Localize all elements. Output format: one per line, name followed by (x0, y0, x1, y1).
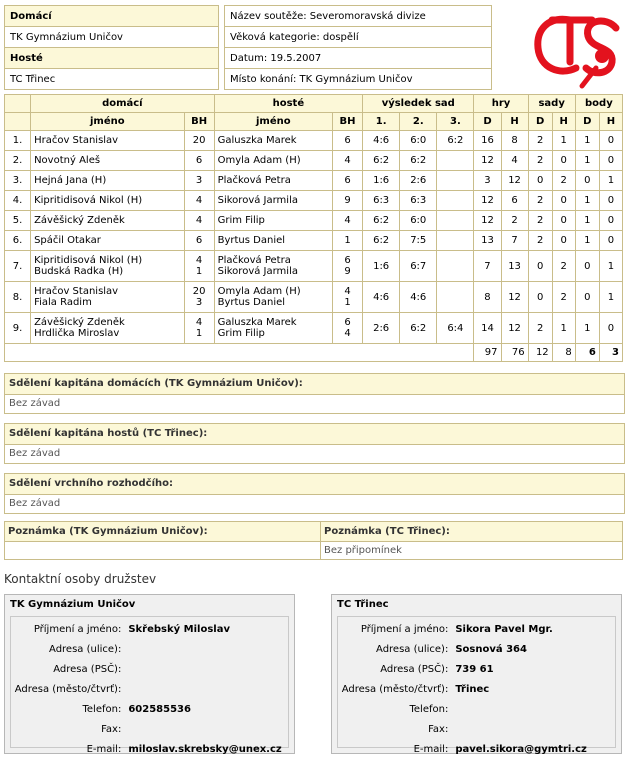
away-rank-line: 6 (344, 175, 351, 186)
set3-score (437, 251, 474, 282)
contact-label-fax: Fax: (101, 723, 122, 735)
home-player (31, 171, 184, 191)
away-rank-line: 6 (344, 317, 351, 328)
set3-score (437, 231, 474, 251)
home-rank (184, 282, 214, 313)
away-rank-line: 6 (344, 135, 351, 146)
total-points-h: 3 (599, 344, 622, 362)
match-number: 8. (5, 282, 31, 313)
match-number: 5. (5, 211, 31, 231)
results-table (4, 94, 623, 362)
subheader-away-name: jméno (214, 113, 332, 131)
home-contact-phone: 602585536 (128, 703, 191, 715)
set1-score: 1:6 (363, 171, 400, 191)
points-home: 1 (575, 211, 599, 231)
set2-score: 6:2 (400, 313, 437, 344)
home-player-line: Závěšický Zdeněk (34, 317, 125, 328)
games-home: 12 (474, 151, 501, 171)
teams-panel (4, 5, 219, 90)
subheader-home-name: jméno (31, 113, 184, 131)
away-player-line: Grim Filip (217, 215, 265, 226)
sets-home: 2 (528, 211, 552, 231)
home-rank-line: 4 (195, 317, 203, 328)
points-home: 0 (575, 251, 599, 282)
games-home: 13 (474, 231, 501, 251)
away-player-line: Grim Filip (217, 328, 265, 339)
points-away: 0 (599, 231, 622, 251)
set3-score (437, 211, 474, 231)
contact-label-phone: Telefon: (409, 703, 449, 715)
points-home: 1 (575, 313, 599, 344)
total-points-d: 6 (575, 344, 599, 362)
set2-score: 7:5 (400, 231, 437, 251)
home-player-line: Fiala Radim (34, 297, 92, 308)
header-home: domácí (31, 95, 215, 113)
contact-label-zip: Adresa (PSČ): (53, 663, 122, 675)
home-player (31, 191, 184, 211)
games-away: 13 (501, 251, 528, 282)
games-away: 12 (501, 282, 528, 313)
away-rank (332, 151, 362, 171)
header-set-results: výsledek sad (363, 95, 474, 113)
table-row (5, 171, 623, 191)
set2-score: 6:2 (400, 151, 437, 171)
contact-label-zip: Adresa (PSČ): (380, 663, 449, 675)
set3-score (437, 151, 474, 171)
total-sets-d: 12 (528, 344, 552, 362)
away-contact-fax (454, 719, 615, 739)
sets-away: 0 (552, 151, 575, 171)
away-rank-line: 1 (344, 297, 351, 308)
away-player-line: Byrtus Daniel (217, 235, 286, 246)
home-player-line: Hračov Stanislav (34, 135, 119, 146)
home-rank-line: 3 (195, 297, 203, 308)
away-player (214, 282, 332, 313)
header-points: body (575, 95, 622, 113)
contact-label-name: Příjmení a jméno: (360, 623, 449, 635)
away-rank (332, 313, 362, 344)
away-player (214, 313, 332, 344)
sets-home: 2 (528, 231, 552, 251)
away-contact-phone (454, 699, 615, 719)
table-row (5, 313, 623, 344)
table-row (5, 251, 623, 282)
away-note-body: Bez připomínek (321, 542, 623, 560)
table-row (5, 151, 623, 171)
home-contact-zip (127, 659, 288, 679)
sets-home: 2 (528, 151, 552, 171)
sets-home: 2 (528, 191, 552, 211)
away-team: TC Třinec (5, 69, 219, 90)
away-contact-street: Sosnová 364 (455, 643, 527, 655)
set3-score (437, 171, 474, 191)
total-sets-h: 8 (552, 344, 575, 362)
away-player-line: Omyla Adam (H) (217, 286, 301, 297)
games-away: 8 (501, 131, 528, 151)
referee-message-title: Sdělení vrchního rozhodčího: (5, 474, 624, 494)
home-note-title: Poznámka (TK Gymnázium Uničov): (5, 522, 321, 542)
games-away: 12 (501, 171, 528, 191)
points-away: 0 (599, 131, 622, 151)
sets-home: 0 (528, 251, 552, 282)
away-player-line: Galuszka Marek (217, 317, 297, 328)
venue: Místo konání: TK Gymnázium Uničov (225, 69, 492, 90)
home-player-line: Hračov Stanislav (34, 286, 119, 297)
away-rank-line: 4 (344, 286, 351, 297)
home-rank-line: 6 (195, 235, 203, 246)
home-player-line: Kipritidisová Nikol (H) (34, 195, 143, 206)
subheader-points-d: D (575, 113, 599, 131)
away-rank-line: 4 (344, 155, 351, 166)
match-info-panel (224, 5, 492, 90)
home-contact-email: miloslav.skrebsky@unex.cz (128, 743, 282, 755)
away-rank (332, 191, 362, 211)
set3-score: 6:2 (437, 131, 474, 151)
home-rank (184, 131, 214, 151)
games-away: 7 (501, 231, 528, 251)
set1-score: 6:3 (363, 191, 400, 211)
referee-message (4, 473, 625, 514)
away-rank-line: 9 (344, 195, 351, 206)
sets-home: 2 (528, 131, 552, 151)
home-team: TK Gymnázium Uničov (5, 27, 219, 48)
home-player (31, 282, 184, 313)
home-player-line: Hrdlička Miroslav (34, 328, 120, 339)
away-player (214, 131, 332, 151)
set2-score: 6:0 (400, 211, 437, 231)
games-away: 2 (501, 211, 528, 231)
home-note-body (5, 542, 321, 560)
home-rank (184, 313, 214, 344)
home-rank (184, 191, 214, 211)
points-away: 1 (599, 171, 622, 191)
set2-score: 6:3 (400, 191, 437, 211)
table-row (5, 211, 623, 231)
away-rank (332, 282, 362, 313)
set1-score: 1:6 (363, 251, 400, 282)
table-row (5, 191, 623, 211)
set1-score: 4:6 (363, 282, 400, 313)
totals-row (5, 344, 623, 362)
club-logo-icon (530, 6, 624, 90)
away-captain-message-title: Sdělení kapitána hostů (TC Třinec): (5, 424, 624, 444)
notes-table (4, 521, 623, 560)
away-player (214, 211, 332, 231)
home-contact-street (127, 639, 288, 659)
games-away: 12 (501, 313, 528, 344)
home-rank (184, 211, 214, 231)
set2-score: 2:6 (400, 171, 437, 191)
home-rank-line: 20 (192, 135, 206, 146)
subheader-sets-h: H (552, 113, 575, 131)
match-number: 9. (5, 313, 31, 344)
away-rank (332, 231, 362, 251)
points-away: 0 (599, 191, 622, 211)
subheader-set1: 1. (363, 113, 400, 131)
match-date: Datum: 19.5.2007 (225, 48, 492, 69)
points-home: 1 (575, 231, 599, 251)
away-contact-zip: 739 61 (455, 663, 494, 675)
away-contact-team: TC Třinec (337, 599, 389, 610)
age-category: Věková kategorie: dospělí (225, 27, 492, 48)
contact-label-city: Adresa (město/čtvrť): (341, 683, 449, 695)
away-note-title: Poznámka (TC Třinec): (321, 522, 623, 542)
away-captain-message-body: Bez závad (5, 444, 624, 463)
points-home: 1 (575, 131, 599, 151)
contact-label-fax: Fax: (428, 723, 449, 735)
subheader-away-bh: BH (332, 113, 362, 131)
home-player-line: Spáčil Otakar (34, 235, 101, 246)
away-player-line: Sikorová Jarmila (217, 195, 298, 206)
sets-away: 2 (552, 282, 575, 313)
home-player-line: Závěšický Zdeněk (34, 215, 125, 226)
home-rank (184, 171, 214, 191)
sets-home: 0 (528, 171, 552, 191)
away-player (214, 191, 332, 211)
total-games-d: 97 (474, 344, 501, 362)
subheader-points-h: H (599, 113, 622, 131)
competition: Název soutěže: Severomoravská divize (225, 6, 492, 27)
away-player-line: Byrtus Daniel (217, 297, 286, 308)
home-player (31, 313, 184, 344)
sets-away: 2 (552, 171, 575, 191)
points-away: 0 (599, 151, 622, 171)
points-home: 0 (575, 171, 599, 191)
home-rank-line: 3 (195, 175, 203, 186)
away-rank (332, 211, 362, 231)
sets-home: 2 (528, 313, 552, 344)
points-away: 1 (599, 251, 622, 282)
games-away: 6 (501, 191, 528, 211)
home-captain-message-body: Bez závad (5, 394, 624, 413)
away-contact-email: pavel.sikora@gymtri.cz (455, 743, 587, 755)
table-row (5, 282, 623, 313)
home-player (31, 231, 184, 251)
home-label: Domácí (5, 6, 219, 27)
home-rank-line: 4 (195, 195, 203, 206)
contact-label-street: Adresa (ulice): (49, 643, 122, 655)
away-player (214, 231, 332, 251)
games-home: 3 (474, 171, 501, 191)
match-number: 4. (5, 191, 31, 211)
set3-score: 6:4 (437, 313, 474, 344)
away-player-line: Plačková Petra (217, 255, 291, 266)
away-player-line: Sikorová Jarmila (217, 266, 298, 277)
home-rank-line: 6 (195, 155, 203, 166)
home-contact-team: TK Gymnázium Uničov (10, 599, 136, 610)
home-rank-line: 4 (195, 215, 203, 226)
games-home: 7 (474, 251, 501, 282)
set2-score: 4:6 (400, 282, 437, 313)
points-home: 0 (575, 282, 599, 313)
away-rank (332, 131, 362, 151)
sets-away: 2 (552, 251, 575, 282)
away-rank-line: 6 (344, 255, 351, 266)
header-away: hosté (214, 95, 362, 113)
away-player (214, 171, 332, 191)
home-rank-line: 4 (195, 255, 203, 266)
table-row (5, 131, 623, 151)
header-games: hry (474, 95, 528, 113)
home-rank-line: 20 (192, 286, 206, 297)
sets-away: 0 (552, 211, 575, 231)
set2-score: 6:7 (400, 251, 437, 282)
away-rank (332, 251, 362, 282)
set1-score: 4:6 (363, 131, 400, 151)
away-player-line: Plačková Petra (217, 175, 291, 186)
sets-away: 1 (552, 131, 575, 151)
match-number: 7. (5, 251, 31, 282)
home-player (31, 251, 184, 282)
home-contact-city (127, 679, 288, 699)
home-contact-fax (127, 719, 288, 739)
sets-away: 0 (552, 231, 575, 251)
points-away: 1 (599, 282, 622, 313)
home-player (31, 211, 184, 231)
subheader-set2: 2. (400, 113, 437, 131)
away-rank-line: 1 (344, 235, 351, 246)
home-rank (184, 251, 214, 282)
games-home: 16 (474, 131, 501, 151)
contact-label-phone: Telefon: (82, 703, 122, 715)
contact-label-email: E-mail: (413, 743, 449, 755)
home-captain-message-title: Sdělení kapitána domácích (TK Gymnázium Uničov): (5, 374, 624, 394)
home-contact-name: Skřebský Miloslav (128, 623, 230, 635)
away-captain-message (4, 423, 625, 464)
match-number: 2. (5, 151, 31, 171)
away-contact-city: Třinec (455, 683, 490, 695)
away-label: Hosté (5, 48, 219, 69)
away-rank-line: 4 (344, 215, 351, 226)
subheader-home-bh: BH (184, 113, 214, 131)
away-rank (332, 171, 362, 191)
games-home: 12 (474, 191, 501, 211)
set1-score: 6:2 (363, 211, 400, 231)
sets-away: 0 (552, 191, 575, 211)
subheader-blank (5, 113, 31, 131)
home-player (31, 131, 184, 151)
home-rank (184, 151, 214, 171)
away-player (214, 251, 332, 282)
total-games-h: 76 (501, 344, 528, 362)
contact-label-name: Příjmení a jméno: (33, 623, 122, 635)
contacts-section-title: Kontaktní osoby družstev (4, 572, 157, 586)
home-rank (184, 231, 214, 251)
points-home: 1 (575, 191, 599, 211)
subheader-games-d: D (474, 113, 501, 131)
away-rank-line: 4 (344, 328, 351, 339)
away-player-line: Omyla Adam (H) (217, 155, 301, 166)
header-blank (5, 95, 31, 113)
games-home: 8 (474, 282, 501, 313)
match-number: 6. (5, 231, 31, 251)
away-contact-card (331, 594, 622, 754)
contact-label-email: E-mail: (86, 743, 122, 755)
set3-score (437, 191, 474, 211)
sets-away: 1 (552, 313, 575, 344)
away-rank-line: 9 (344, 266, 351, 277)
home-player (31, 151, 184, 171)
home-rank-line: 1 (195, 266, 203, 277)
points-home: 1 (575, 151, 599, 171)
set1-score: 6:2 (363, 231, 400, 251)
points-away: 0 (599, 313, 622, 344)
away-player (214, 151, 332, 171)
contact-label-street: Adresa (ulice): (376, 643, 449, 655)
set1-score: 6:2 (363, 151, 400, 171)
subheader-set3: 3. (437, 113, 474, 131)
games-home: 12 (474, 211, 501, 231)
contact-label-city: Adresa (město/čtvrť): (14, 683, 122, 695)
home-player-line: Novotný Aleš (34, 155, 101, 166)
away-player-line: Galuszka Marek (217, 135, 297, 146)
games-away: 4 (501, 151, 528, 171)
set1-score: 2:6 (363, 313, 400, 344)
match-number: 3. (5, 171, 31, 191)
home-contact-card (4, 594, 295, 754)
set2-score: 6:0 (400, 131, 437, 151)
table-row (5, 231, 623, 251)
set3-score (437, 282, 474, 313)
sets-home: 0 (528, 282, 552, 313)
points-away: 0 (599, 211, 622, 231)
away-contact-name: Sikora Pavel Mgr. (455, 623, 553, 635)
totals-blank (5, 344, 474, 362)
subheader-sets-d: D (528, 113, 552, 131)
home-player-line: Hejná Jana (H) (34, 175, 107, 186)
home-captain-message (4, 373, 625, 414)
home-rank-line: 1 (195, 328, 203, 339)
subheader-games-h: H (501, 113, 528, 131)
home-player-line: Kipritidisová Nikol (H) (34, 255, 143, 266)
home-player-line: Budská Radka (H) (34, 266, 124, 277)
match-number: 1. (5, 131, 31, 151)
referee-message-body: Bez závad (5, 494, 624, 513)
games-home: 14 (474, 313, 501, 344)
header-sets: sady (528, 95, 575, 113)
